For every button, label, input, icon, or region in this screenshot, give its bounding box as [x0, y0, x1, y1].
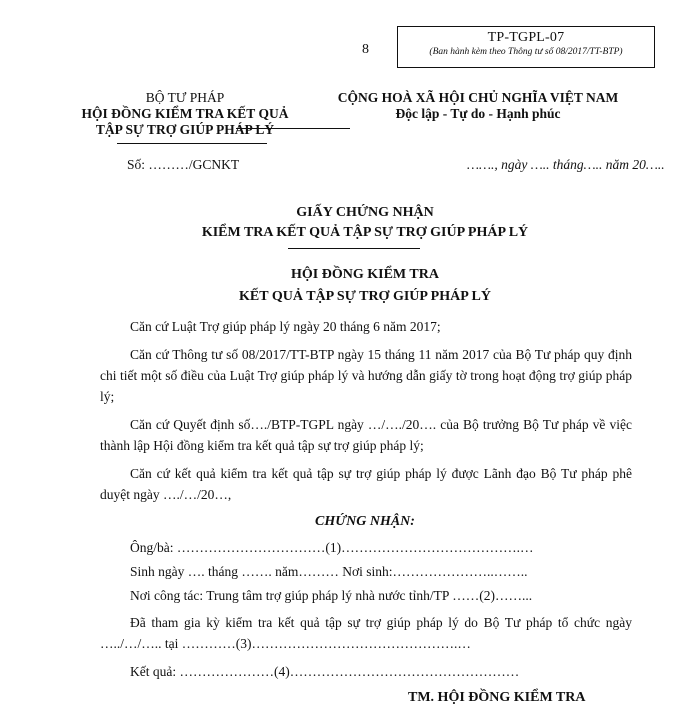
title-line1: GIẤY CHỨNG NHẬN [296, 205, 434, 220]
council-heading [150, 264, 580, 308]
basis-text: Căn cứ Quyết định số…./BTP-TGPL ngày …/…./20…. của Bộ trưởng Bộ Tư pháp về việc thành lập Hội đồng kiểm tra kết quả tập sự trợ giúp pháp lý; [100, 417, 632, 453]
title-underline [288, 248, 420, 249]
basis-paragraph-4 [100, 463, 632, 505]
field-name: Ông/bà: ……………………………(1)………………………………….… [130, 540, 534, 555]
document-number: Số: ………/GCNKT [127, 157, 240, 172]
participation-text: Đã tham gia kỳ kiểm tra kết quả tập sự trợ giúp pháp lý do Bộ Tư pháp tổ chức ngày …../…/….. tại …………(3)……………………………………….… [100, 615, 632, 651]
basis-paragraph-2 [100, 344, 632, 407]
page-number: 8 [362, 42, 369, 57]
field-result: Kết quả: …………………(4)…………………………………………… [130, 664, 520, 679]
national-motto: Độc lập - Tự do - Hạnh phúc [395, 106, 561, 121]
agency-underline [117, 143, 267, 144]
nation-name: CỘNG HOÀ XÃ HỘI CHỦ NGHĨA VIỆT NAM [337, 90, 619, 105]
certify-heading: CHỨNG NHẬN: [315, 514, 415, 529]
field-workplace: Nơi công tác: Trung tâm trợ giúp pháp lý nhà nước tỉnh/TP ……(2)……... [130, 588, 533, 603]
council-heading-line1: HỘI ĐỒNG KIỂM TRA [291, 267, 439, 282]
signature-heading: TM. HỘI ĐỒNG KIỂM TRA [408, 690, 586, 705]
ministry-name: BỘ TƯ PHÁP [145, 90, 225, 105]
title-line2: KIỂM TRA KẾT QUẢ TẬP SỰ TRỢ GIÚP PHÁP LÝ [201, 225, 529, 240]
motto-underline [236, 128, 350, 129]
field-participation [100, 612, 632, 654]
basis-paragraph-3 [100, 414, 632, 456]
national-header [318, 90, 638, 122]
basis-text: Căn cứ kết quả kiểm tra kết quả tập sự trợ giúp pháp lý được Lãnh đạo Bộ Tư pháp phê duyệt ngày …./…/20…, [100, 466, 632, 502]
field-birth: Sinh ngày …. tháng ……. năm……… Nơi sinh:…………………..…….. [130, 564, 528, 579]
issuing-agency [60, 90, 310, 138]
date-line: ……., ngày ….. tháng….. năm 20….. [467, 157, 665, 172]
form-code: TP-TGPL-07 [487, 30, 565, 45]
council-name-line1: HỘI ĐỒNG KIỂM TRA KẾT QUẢ [81, 106, 289, 121]
form-issuance-note: (Ban hành kèm theo Thông tư số 08/2017/TT-BTP) [429, 47, 623, 57]
form-code-box [397, 26, 655, 68]
basis-text: Căn cứ Luật Trợ giúp pháp lý ngày 20 tháng 6 năm 2017; [130, 319, 441, 334]
basis-text: Căn cứ Thông tư số 08/2017/TT-BTP ngày 15 tháng 11 năm 2017 của Bộ Tư pháp quy định chi tiết một số điều của Luật Trợ giúp pháp lý và hướng dẫn giấy tờ trong hoạt động trợ giúp pháp lý; [100, 347, 632, 404]
council-name-line2: TẬP SỰ TRỢ GIÚP PHÁP LÝ [95, 122, 275, 137]
certificate-title [150, 203, 580, 243]
basis-paragraph-1 [100, 316, 632, 337]
council-heading-line2: KẾT QUẢ TẬP SỰ TRỢ GIÚP PHÁP LÝ [239, 289, 491, 304]
